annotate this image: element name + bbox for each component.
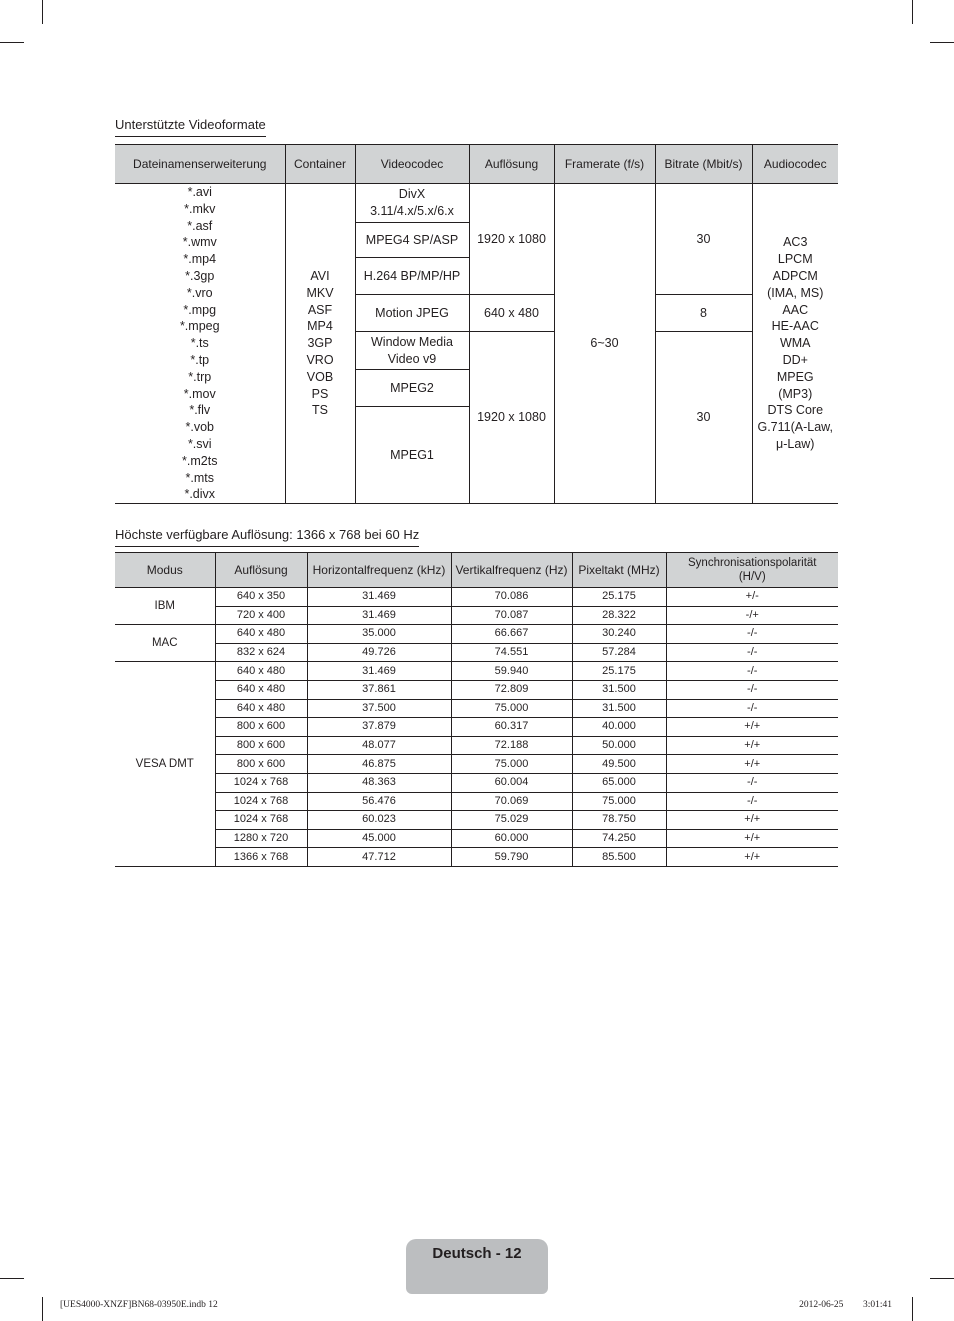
extension-item: *.vob xyxy=(185,420,214,435)
table-cell: 31.469 xyxy=(307,606,451,625)
table-cell: 75.000 xyxy=(451,755,572,774)
crop-mark xyxy=(42,0,43,24)
page-number: Deutsch - 12 xyxy=(432,1245,522,1262)
table-row xyxy=(115,588,838,607)
table-cell: 48.363 xyxy=(307,773,451,792)
table-cell: 37.879 xyxy=(307,718,451,737)
audio-codec-item: WMA xyxy=(779,336,811,351)
table-cell: 57.284 xyxy=(572,643,666,662)
table-header-row xyxy=(115,145,838,184)
extension-item: *.asf xyxy=(187,218,213,233)
extension-item: *.divx xyxy=(184,487,216,502)
extension-item: *.mov xyxy=(183,386,216,401)
table-row xyxy=(115,811,838,830)
container-item: PS xyxy=(311,386,329,401)
table-cell: 1024 x 768 xyxy=(215,792,307,811)
bitrate-cell: 30 xyxy=(655,332,752,504)
extension-item: *.mkv xyxy=(184,201,216,216)
crop-mark xyxy=(0,42,24,43)
audio-codec-item: HE-AAC xyxy=(771,319,819,334)
mode-cell: MAC xyxy=(115,625,215,662)
mode-cell: VESA DMT xyxy=(115,662,215,867)
table-cell: -/- xyxy=(666,680,838,699)
mode-cell: IBM xyxy=(115,588,215,625)
table-cell: 49.726 xyxy=(307,643,451,662)
table-cell: 720 x 400 xyxy=(215,606,307,625)
column-header: Framerate (f/s) xyxy=(554,145,655,184)
table-cell: 74.250 xyxy=(572,829,666,848)
table-cell: -/- xyxy=(666,643,838,662)
table-row xyxy=(115,829,838,848)
table-cell: +/+ xyxy=(666,829,838,848)
codec-cell: MPEG1 xyxy=(355,407,469,504)
table-row xyxy=(115,848,838,867)
table-row xyxy=(115,680,838,699)
crop-mark xyxy=(912,1297,913,1321)
audio-codecs-cell xyxy=(752,184,838,504)
table-cell: 640 x 480 xyxy=(215,699,307,718)
crop-mark xyxy=(42,1297,43,1321)
resolution-table xyxy=(115,552,838,867)
audio-codec-item: (MP3) xyxy=(778,386,813,401)
audio-codec-item: AC3 xyxy=(783,235,808,250)
column-header: Synchronisationspolarität (H/V) xyxy=(666,553,838,588)
codec-cell: Motion JPEG xyxy=(355,295,469,332)
video-formats-title: Unterstützte Videoformate xyxy=(115,117,266,137)
max-resolution-title: Höchste verfügbare Auflösung: 1366 x 768 bei 60 Hz xyxy=(115,527,419,547)
table-cell: -/- xyxy=(666,699,838,718)
column-header: Container xyxy=(285,145,355,184)
table-cell: 800 x 600 xyxy=(215,718,307,737)
bitrate-cell: 30 xyxy=(655,184,752,295)
table-cell: 640 x 350 xyxy=(215,588,307,607)
table-cell: -/- xyxy=(666,662,838,681)
extension-item: *.wmv xyxy=(182,235,217,250)
table-cell: 640 x 480 xyxy=(215,662,307,681)
codec-cell: DivX 3.11/4.x/5.x/6.x xyxy=(355,184,469,223)
table-cell: 30.240 xyxy=(572,625,666,644)
audio-codec-item: DTS Core xyxy=(767,403,824,418)
table-cell: 1366 x 768 xyxy=(215,848,307,867)
crop-mark xyxy=(930,1278,954,1279)
container-item: VRO xyxy=(306,352,334,367)
table-cell: 59.940 xyxy=(451,662,572,681)
column-header: Videocodec xyxy=(355,145,469,184)
table-row xyxy=(115,643,838,662)
video-formats-table xyxy=(115,144,838,504)
table-cell: 800 x 600 xyxy=(215,755,307,774)
table-cell: 832 x 624 xyxy=(215,643,307,662)
table-cell: 640 x 480 xyxy=(215,625,307,644)
table-cell: 48.077 xyxy=(307,736,451,755)
table-row xyxy=(115,606,838,625)
table-cell: 85.500 xyxy=(572,848,666,867)
extension-item: *.avi xyxy=(187,185,212,199)
table-cell: 47.712 xyxy=(307,848,451,867)
column-header: Vertikalfrequenz (Hz) xyxy=(451,553,572,588)
table-cell: 31.469 xyxy=(307,662,451,681)
table-row xyxy=(115,773,838,792)
column-header: Pixeltakt (MHz) xyxy=(572,553,666,588)
audio-codec-item: DD+ xyxy=(782,352,808,367)
crop-mark xyxy=(0,1278,24,1279)
table-cell: 1024 x 768 xyxy=(215,773,307,792)
audio-codec-item: ADPCM xyxy=(772,268,818,283)
audio-codec-item: (IMA, MS) xyxy=(767,285,824,300)
resolution-cell: 640 x 480 xyxy=(469,295,554,332)
table-cell: +/- xyxy=(666,588,838,607)
extension-item: *.trp xyxy=(188,369,212,384)
table-cell: 800 x 600 xyxy=(215,736,307,755)
table-cell: -/- xyxy=(666,625,838,644)
audio-codec-item: G.711(A-Law, xyxy=(757,420,833,435)
table-cell: -/- xyxy=(666,773,838,792)
container-item: TS xyxy=(312,403,328,418)
table-cell: 59.790 xyxy=(451,848,572,867)
table-row xyxy=(115,718,838,737)
extension-item: *.3gp xyxy=(185,268,215,283)
framerate-cell: 6~30 xyxy=(554,184,655,504)
extension-item: *.svi xyxy=(187,436,212,451)
extension-item: *.m2ts xyxy=(182,453,218,468)
codec-cell: H.264 BP/MP/HP xyxy=(355,258,469,295)
column-header: Dateinamenserweiterung xyxy=(115,145,285,184)
table-cell: 60.000 xyxy=(451,829,572,848)
extensions-cell xyxy=(115,184,285,504)
audio-codec-item: LPCM xyxy=(777,252,813,267)
crop-mark xyxy=(930,42,954,43)
container-item: 3GP xyxy=(307,336,333,351)
audio-codec-item: μ-Law) xyxy=(776,436,815,451)
extension-item: *.vro xyxy=(186,285,213,300)
audio-codec-item: MPEG xyxy=(776,369,814,384)
table-cell: 70.087 xyxy=(451,606,572,625)
table-cell: 72.188 xyxy=(451,736,572,755)
table-cell: 1280 x 720 xyxy=(215,829,307,848)
column-header: Horizontalfrequenz (kHz) xyxy=(307,553,451,588)
table-row xyxy=(115,792,838,811)
container-item: AVI xyxy=(310,268,330,283)
table-cell: 60.317 xyxy=(451,718,572,737)
table-cell: 56.476 xyxy=(307,792,451,811)
table-cell: -/+ xyxy=(666,606,838,625)
table-cell: 70.069 xyxy=(451,792,572,811)
date-slug: 2012-06-25 ￿￿ 3:01:41 xyxy=(799,1300,892,1310)
bitrate-cell: 8 xyxy=(655,295,752,332)
table-cell: +/+ xyxy=(666,736,838,755)
table-cell: 75.029 xyxy=(451,811,572,830)
table-cell: 37.500 xyxy=(307,699,451,718)
table-cell: 31.500 xyxy=(572,699,666,718)
extension-item: *.ts xyxy=(190,336,209,351)
table-cell: 31.500 xyxy=(572,680,666,699)
column-header: Bitrate (Mbit/s) xyxy=(655,145,752,184)
table-cell: 72.809 xyxy=(451,680,572,699)
codec-cell: MPEG4 SP/ASP xyxy=(355,223,469,258)
table-cell: 74.551 xyxy=(451,643,572,662)
table-row xyxy=(115,755,838,774)
table-cell: 49.500 xyxy=(572,755,666,774)
table-row xyxy=(115,699,838,718)
table-row xyxy=(115,662,838,681)
extension-item: *.tp xyxy=(190,352,210,367)
column-header: Audiocodec xyxy=(752,145,838,184)
table-cell: 40.000 xyxy=(572,718,666,737)
table-cell: 75.000 xyxy=(451,699,572,718)
column-header: Auflösung xyxy=(469,145,554,184)
table-cell: 31.469 xyxy=(307,588,451,607)
table-cell: 640 x 480 xyxy=(215,680,307,699)
table-cell: 78.750 xyxy=(572,811,666,830)
column-header: Auflösung xyxy=(215,553,307,588)
table-header-row xyxy=(115,553,838,588)
column-header: Modus xyxy=(115,553,215,588)
table-cell: 45.000 xyxy=(307,829,451,848)
table-row xyxy=(115,625,838,644)
extension-item: *.mp4 xyxy=(183,252,217,267)
table-cell: -/- xyxy=(666,792,838,811)
extension-item: *.mpg xyxy=(183,302,217,317)
table-cell: 35.000 xyxy=(307,625,451,644)
table-cell: 70.086 xyxy=(451,588,572,607)
table-row xyxy=(115,736,838,755)
table-cell: +/+ xyxy=(666,811,838,830)
table-cell: 37.861 xyxy=(307,680,451,699)
table-cell: +/+ xyxy=(666,755,838,774)
resolution-cell: 1920 x 1080 xyxy=(469,184,554,295)
table-cell: +/+ xyxy=(666,848,838,867)
table-cell: 25.175 xyxy=(572,588,666,607)
extension-item: *.flv xyxy=(189,403,211,418)
container-item: MKV xyxy=(306,285,334,300)
container-item: ASF xyxy=(307,302,333,317)
table-cell: 46.875 xyxy=(307,755,451,774)
codec-cell: Window Media Video v9 xyxy=(355,332,469,370)
table-cell: 65.000 xyxy=(572,773,666,792)
table-cell: 60.004 xyxy=(451,773,572,792)
table-cell: 50.000 xyxy=(572,736,666,755)
table-cell: 25.175 xyxy=(572,662,666,681)
table-cell: 60.023 xyxy=(307,811,451,830)
file-slug: [UES4000-XNZF]BN68-03950E.indb 12 xyxy=(60,1300,218,1310)
container-item: VOB xyxy=(306,369,334,384)
resolution-cell: 1920 x 1080 xyxy=(469,332,554,504)
table-cell: 1024 x 768 xyxy=(215,811,307,830)
container-item: MP4 xyxy=(307,319,333,334)
crop-mark xyxy=(912,0,913,24)
table-cell: 66.667 xyxy=(451,625,572,644)
extension-item: *.mpeg xyxy=(179,319,220,334)
containers-cell xyxy=(285,184,355,504)
table-cell: 75.000 xyxy=(572,792,666,811)
audio-codec-item: AAC xyxy=(782,302,809,317)
table-cell: +/+ xyxy=(666,718,838,737)
table-cell: 28.322 xyxy=(572,606,666,625)
codec-cell: MPEG2 xyxy=(355,370,469,407)
extension-item: *.mts xyxy=(185,470,214,485)
